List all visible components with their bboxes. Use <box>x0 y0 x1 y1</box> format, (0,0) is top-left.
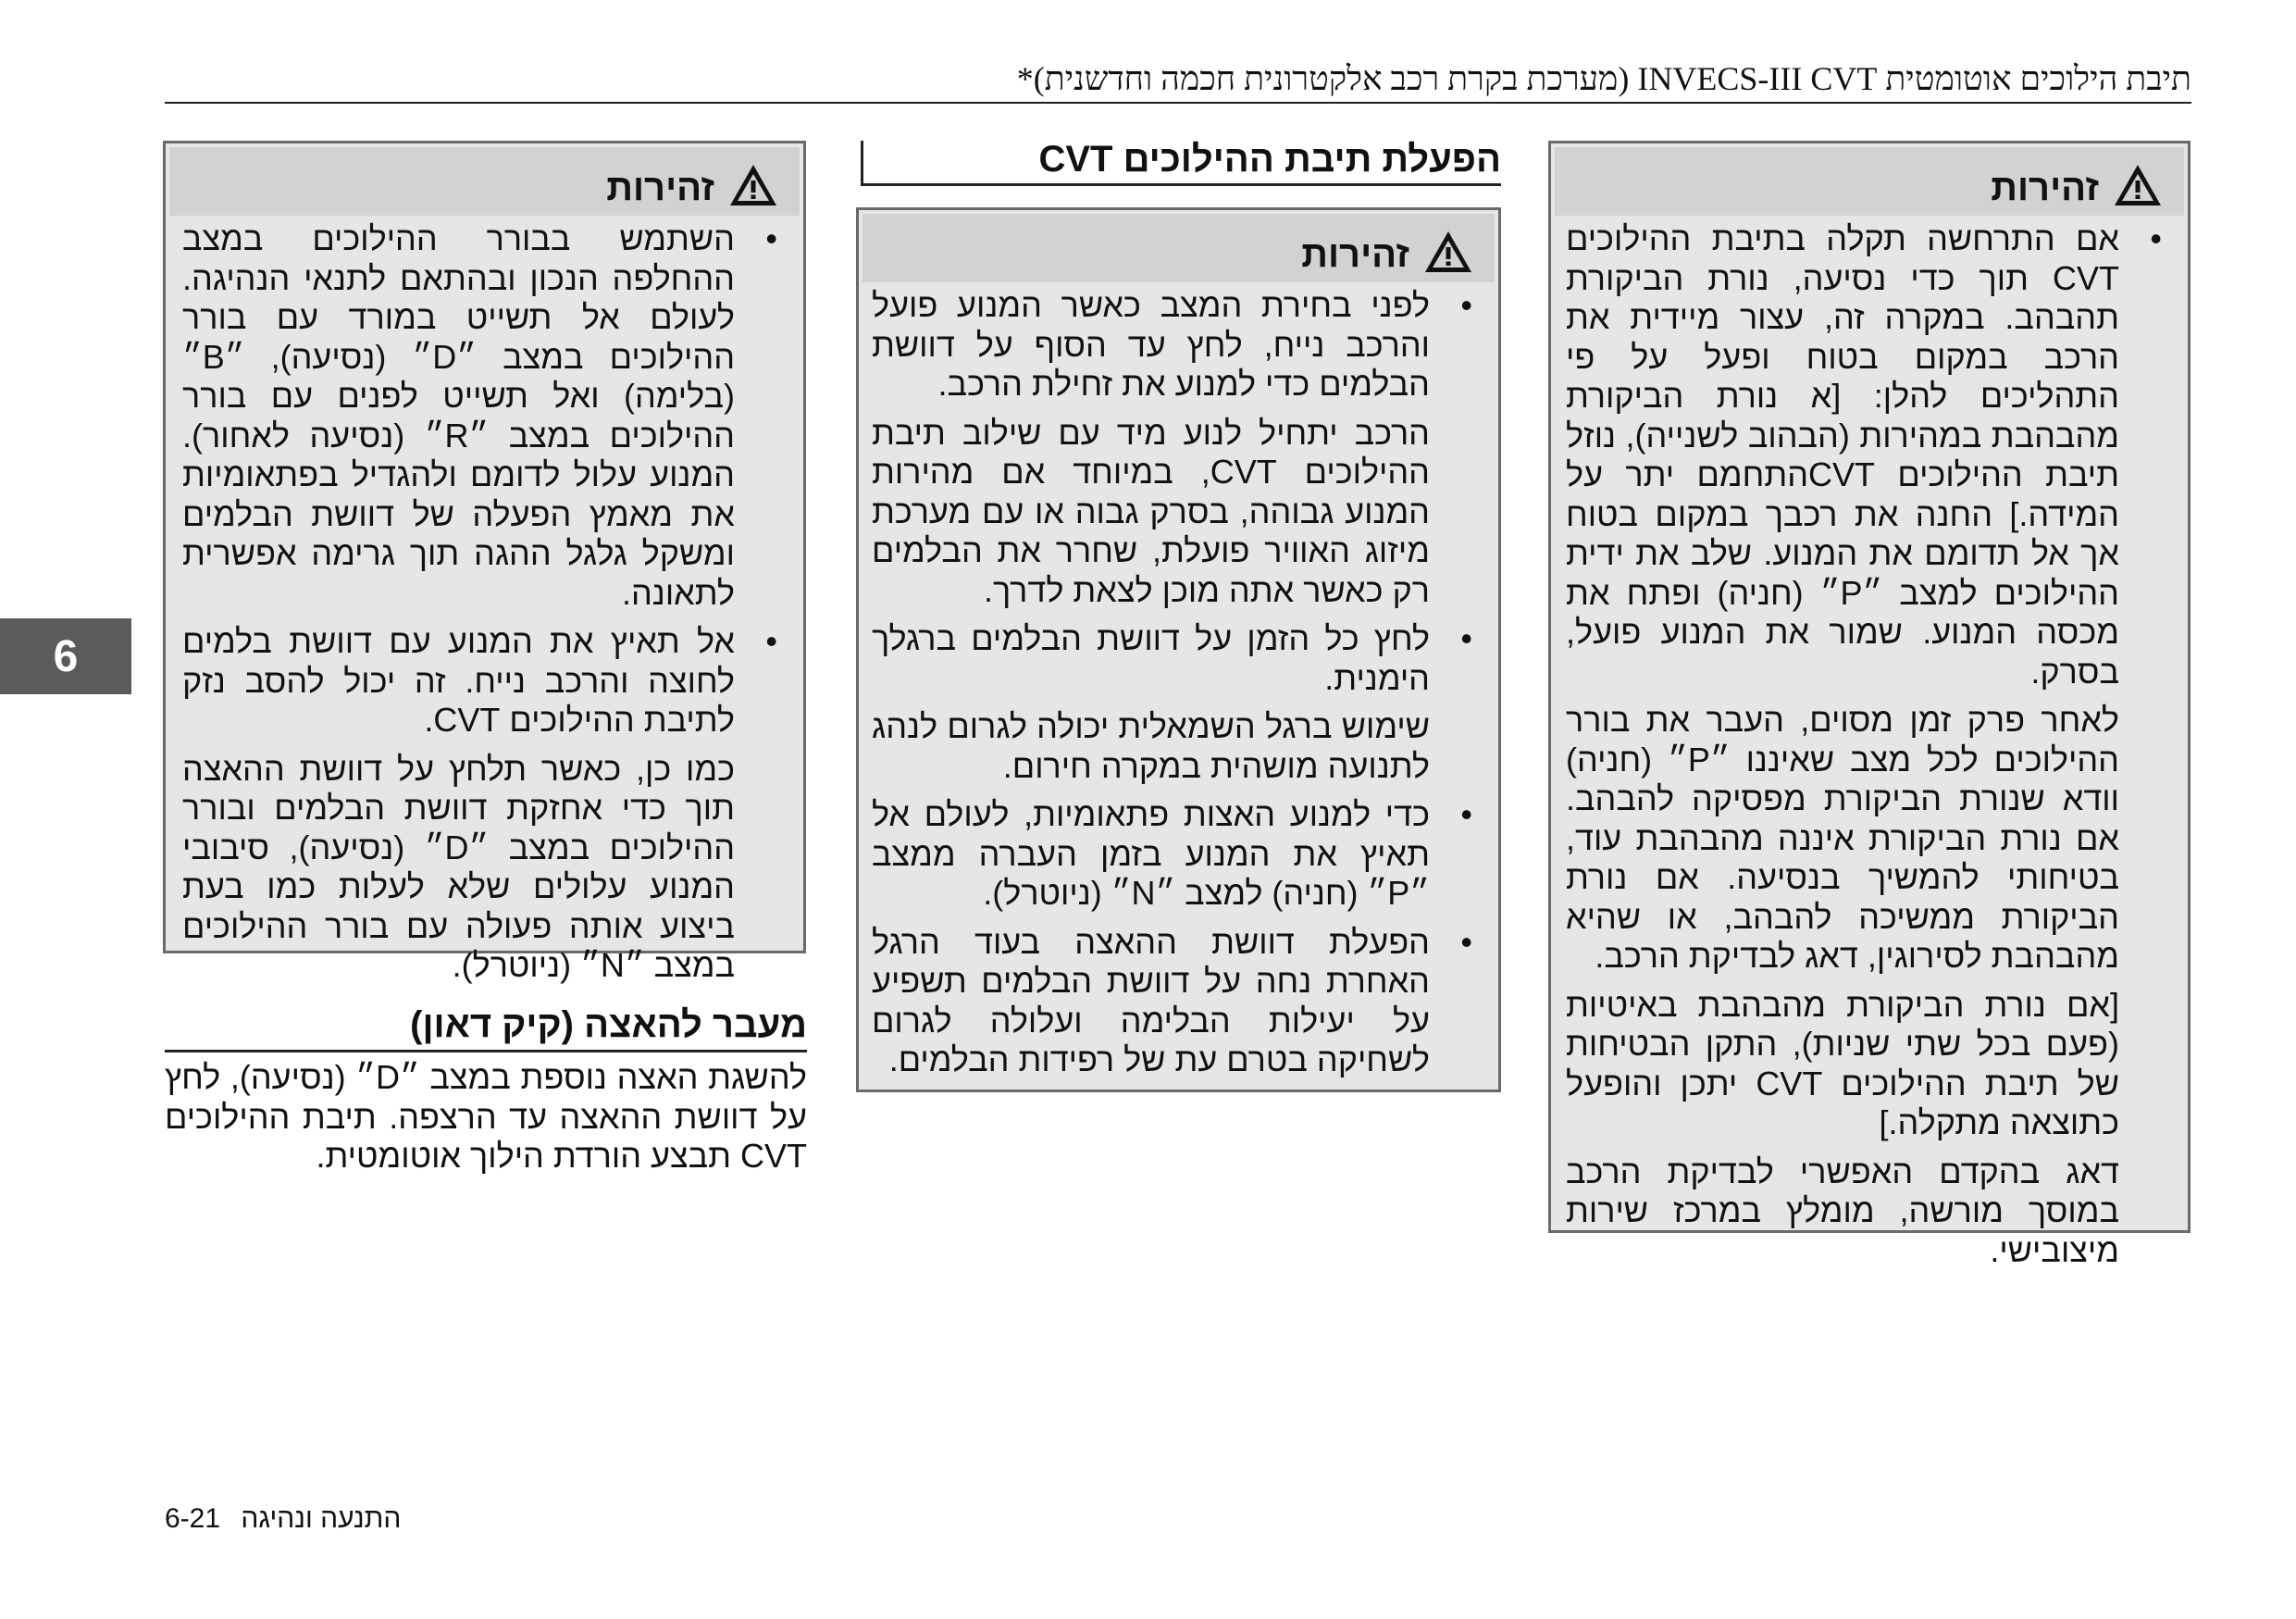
middle-warning-body <box>872 286 1430 1080</box>
cvt-title-side-rule <box>861 141 863 185</box>
middle-warning-item-2: • לחץ כל הזמן על דוושת הבלמים ברגלך הימנית. <box>872 619 1430 698</box>
right-warning-body <box>1566 219 2119 1270</box>
left-warning-paragraph: כמו כן, כאשר תלחץ על דוושת ההאצה תוך כדי אחזקת דוושת הבלמים ובורר ההילוכים במצב ״D״ (נסיעה), סיבובי המנוע עלולים שלא לעלות כמו בעת ביצוע אותה פעולה עם בורר ההילוכים במצב ״N״ (ניוטרל). <box>182 749 736 984</box>
middle-warning-title: זהירות <box>1301 234 1409 275</box>
cvt-title-rule <box>861 183 1501 186</box>
left-warning-box <box>163 141 806 984</box>
right-warning-box <box>1548 141 2191 1269</box>
middle-warning-paragraph-2: שימוש ברגל השמאלית יכולה לגרום לנהג לתנועה מושהית במקרה חירום. <box>872 707 1430 785</box>
left-warning-item-1: • השתמש בבורר ההילוכים במצב ההחלפה הנכון ובהתאם לתנאי הנהיגה. לעולם אל תשייט במורד עם בורר ההילוכים במצב ״D״ (נסיעה), ״B״ (בלימה) ואל תשייט לפנים עם בורר ההילוכים במצב ״R״ (נסיעה לאחור). המנוע עלול לדומם ולהגדיל בפתאומיות את מאמץ הפעלה של דוושת הבלמים ומשקל גלגל ההגה תוך גרימה אפשרית לתאונה. <box>182 219 735 613</box>
cvt-operation-title: הפעלת תיבת ההילוכים CVT <box>1038 139 1501 180</box>
chapter-tab <box>0 618 131 694</box>
middle-warning-item-1: • לפני בחירת המצב כאשר המנוע פועל והרכב נייח, לחץ עד הסוף על דוושת הבלמים כדי למנוע את זחילת הרכב. <box>872 286 1430 405</box>
chapter-tab-number: 6 <box>53 631 79 681</box>
right-warning-header <box>1555 147 2184 216</box>
chapter-name: התנעה ונהיגה <box>241 1503 402 1534</box>
left-warning-header <box>169 147 800 216</box>
page-number: 6-21 <box>165 1503 221 1534</box>
middle-warning-box <box>856 207 1501 1092</box>
middle-warning-item-4: • הפעלת דוושת ההאצה בעוד הרגל האחרת נחה על דוושת הבלמים תשפיע על יעילות הבלימה ועלולה לגרום לשחיקה בטרם עת של רפידות הבלמים. <box>872 923 1430 1080</box>
middle-warning-header <box>863 214 1495 282</box>
right-warning-item-1: • אם התרחשה תקלה בתיבת ההילוכים CVT תוך כדי נסיעה, נורת הביקורת תהבהב. במקרה זה, עצור מיידית את הרכב במקום בטוח ופעל על פי התהליכים להלן: [א נורת הביקורת מהבהבת במהירות (הבהוב לשנייה), נוזל תיבת ההילוכים CVTהתחמם יתר על המידה.] החנה את רכבך במקום בטוח אך אל תדומם את המנוע. שלב את ידית ההילוכים למצב ״P״ (חניה) ופתח את מכסה המנוע. שמור את המנוע פועל, בסרק. <box>1566 219 2119 691</box>
middle-warning-paragraph-1: הרכב יתחיל לנוע מיד עם שילוב תיבת ההילוכים CVT, במיוחד אם מהירות המנוע גבוהה, בסרק גבוה או עם מערכת מיזוג האוויר פועלת, שחרר את הבלמים רק כאשר אתה מוכן לצאת לדרך. <box>872 413 1430 609</box>
right-warning-paragraph-1: לאחר פרק זמן מסוים, העבר את בורר ההילוכים לכל מצב שאיננו ״P״ (חניה) וודא שנורת הביקורת מפסיקה להבהב. אם נורת הביקורת איננה מהבהבת עוד, בטיחותי להמשיך בנסיעה. אם נורת הביקורת ממשיכה להבהב, או שהיא מהבהבת לסירוגין, דאג לבדיקת הרכב. <box>1566 701 2119 975</box>
left-warning-body <box>182 219 735 986</box>
warning-triangle-icon <box>727 162 779 208</box>
warning-triangle-icon <box>2112 162 2164 208</box>
warning-triangle-icon <box>1422 229 1474 275</box>
kickdown-title: מעבר להאצה (קיק דאון) <box>410 1004 807 1045</box>
page-header: תיבת הילוכים אוטומטית INVECS-III CVT (מערכת בקרת רכב אלקטרונית חכמה וחדשנית)* <box>1016 60 2191 97</box>
header-rule <box>165 102 2191 104</box>
middle-warning-item-3: • כדי למנוע האצות פתאומיות, לעולם אל תאיץ את המנוע בזמן העברה ממצב ״P״ (חניה) למצב ״N״ (ניוטרל). <box>872 795 1430 914</box>
kickdown-text: להשגת האצה נוספת במצב ״D״ (נסיעה), לחץ על דוושת ההאצה עד הרצפה. תיבת ההילוכים CVT תבצע הורדת הילוך אוטומטית. <box>165 1058 807 1175</box>
page-footer <box>165 1502 401 1536</box>
left-warning-item-2: • אל תאיץ את המנוע עם דוושת בלמים לחוצה והרכב נייח. זה יכול להסב נזק לתיבת ההילוכים CVT. <box>182 622 735 741</box>
kickdown-rule <box>165 1050 807 1052</box>
left-warning-title: זהירות <box>606 168 714 208</box>
right-warning-paragraph-2: [אם נורת הביקורת מהבהבת באיטיות (פעם בכל שתי שניות), התקן הבטיחות של תיבת ההילוכים CVT יתכן והופעל כתוצאה מתקלה.] <box>1566 985 2119 1141</box>
right-warning-paragraph-3: דאג בהקדם האפשרי לבדיקת הרכב במוסך מורשה, מומלץ במרכז שירות מיצובישי. <box>1566 1152 2119 1269</box>
right-warning-title: זהירות <box>1991 168 2099 208</box>
